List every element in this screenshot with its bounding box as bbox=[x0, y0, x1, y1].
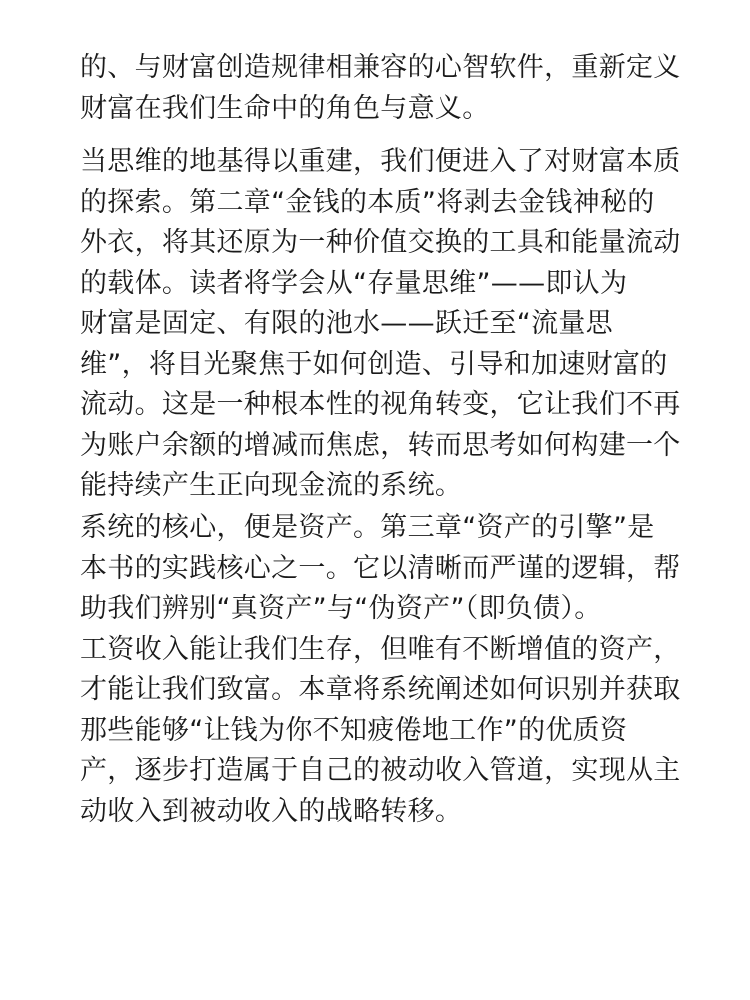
paragraph-line: 能持续产生正向现金流的系统。 bbox=[80, 470, 463, 501]
paragraph-line: 动收入到被动收入的战略转移。 bbox=[80, 795, 463, 827]
paragraph-line: 外衣，将其还原为一种价值交换的工具和能量流动 bbox=[80, 227, 681, 258]
paragraph-line: 那些能够“让钱为你不知疲倦地工作”的优质资 bbox=[80, 714, 628, 746]
paragraph-line: 的载体。读者将学会从“存量思维”——即认为 bbox=[80, 267, 628, 299]
paragraph-line: 产，逐步打造属于自己的被动收入管道，实现从主 bbox=[80, 755, 681, 786]
paragraph-line: 财富在我们生命中的角色与意义。 bbox=[80, 92, 490, 124]
paragraph-line: 才能让我们致富。本章将系统阐述如何识别并获取 bbox=[80, 674, 681, 705]
paragraph-line: 本书的实践核心之一。它以清晰而严谨的逻辑，帮 bbox=[80, 552, 681, 584]
paragraph-3 bbox=[80, 508, 680, 832]
paragraph-line: 当思维的地基得以重建，我们便进入了对财富本质 bbox=[80, 146, 681, 177]
paragraph-line: 流动。这是一种根本性的视角转变，它让我们不再 bbox=[80, 389, 681, 420]
paragraph-line: 的、与财富创造规律相兼容的心智软件，重新定义 bbox=[80, 52, 681, 83]
paragraph-line: 为账户余额的增减而焦虑，转而思考如何构建一个 bbox=[80, 429, 681, 461]
paragraph-line: 工资收入能让我们生存，但唯有不断增值的资产， bbox=[80, 633, 681, 665]
paragraph-line: 财富是固定、有限的池水——跃迁至“流量思 bbox=[80, 308, 613, 339]
paragraph-line: 的探索。第二章“金钱的本质”将剥去金钱神秘的 bbox=[80, 186, 655, 218]
paragraph-line: 维”，将目光聚焦于如何创造、引导和加速财富的 bbox=[80, 348, 668, 380]
paragraph-line: 助我们辨别“真资产”与“伪资产”（即负债）。 bbox=[80, 593, 602, 624]
paragraph-line: 系统的核心，便是资产。第三章“资产的引擎”是 bbox=[80, 512, 655, 543]
paragraph-1 bbox=[80, 48, 680, 129]
paragraph-2 bbox=[80, 142, 680, 507]
